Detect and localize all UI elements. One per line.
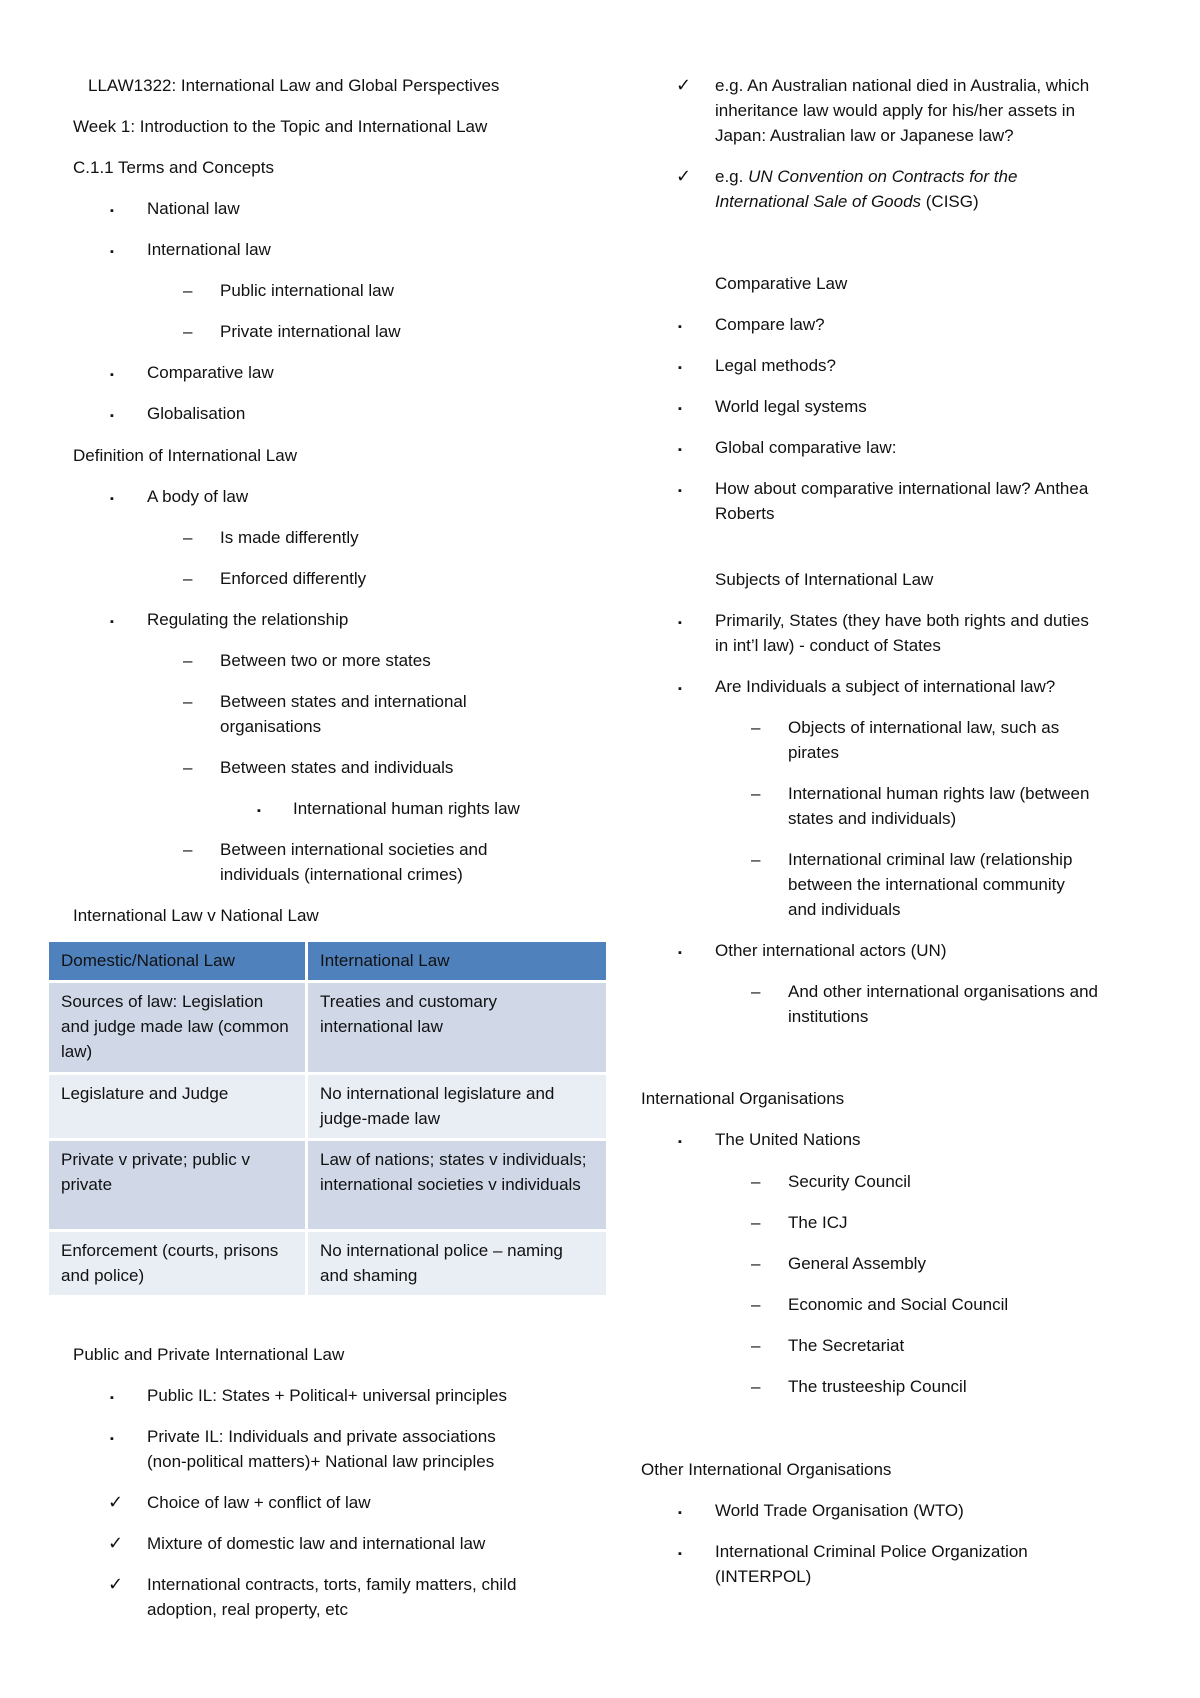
- orgs-un: The United Nations: [715, 1130, 861, 1149]
- table-cell: Private v private; public v private: [49, 1141, 308, 1232]
- dash-icon: [751, 979, 760, 1004]
- definition-heading: Definition of International Law: [73, 446, 297, 465]
- pub-priv-heading: Public and Private International Law: [73, 1345, 345, 1364]
- pub-priv-contracts-line2: adoption, real property, etc: [147, 1600, 348, 1619]
- dash-icon: [751, 781, 760, 806]
- comparative-heading: Comparative Law: [715, 274, 848, 293]
- pub-priv-private-line2: (non-political matters)+ National law principles: [147, 1452, 495, 1471]
- example-cisg-title-part1: UN Convention on Contracts for the: [748, 167, 1018, 186]
- dash-icon: [183, 566, 192, 591]
- example-inheritance-line3: Japan: Australian law or Japanese law?: [715, 126, 1014, 145]
- term-international-law: International law: [147, 240, 271, 259]
- checkmark-icon: [676, 164, 691, 189]
- bullet-icon: [678, 608, 682, 636]
- term-national-law: National law: [147, 199, 240, 218]
- table-header-international: International Law: [308, 942, 609, 983]
- term-comparative-law: Comparative law: [147, 363, 274, 382]
- comparative-global: Global comparative law:: [715, 438, 897, 457]
- definition-regulating: Regulating the relationship: [147, 610, 349, 629]
- dash-icon: [751, 847, 760, 872]
- bullet-icon: [110, 1424, 114, 1452]
- subjects-objects-line1: Objects of international law, such as: [788, 718, 1060, 737]
- subjects-heading: Subjects of International Law: [715, 570, 934, 589]
- table-cell: Treaties and customary international law: [308, 983, 609, 1075]
- dash-icon: [751, 1333, 760, 1358]
- orgs-heading: International Organisations: [641, 1089, 845, 1108]
- bullet-icon: [678, 435, 682, 463]
- dash-icon: [183, 319, 192, 344]
- pub-priv-public: Public IL: States + Political+ universal principles: [147, 1386, 508, 1405]
- comparative-world: World legal systems: [715, 397, 867, 416]
- dash-icon: [751, 1374, 760, 1399]
- bullet-icon: [678, 353, 682, 381]
- dash-icon: [183, 837, 192, 862]
- term-globalisation: Globalisation: [147, 404, 246, 423]
- bullet-icon: [257, 796, 261, 824]
- dash-icon: [183, 648, 192, 673]
- bullet-icon: [678, 476, 682, 504]
- dash-icon: [751, 1210, 760, 1235]
- term-private-international-law: Private international law: [220, 322, 401, 341]
- bullet-icon: [678, 938, 682, 966]
- other-orgs-interpol-line2: (INTERPOL): [715, 1567, 812, 1586]
- checkmark-icon: [108, 1531, 123, 1556]
- example-inheritance-line2: inheritance law would apply for his/her assets in: [715, 101, 1076, 120]
- definition-societies-line1: Between international societies and: [220, 840, 488, 859]
- dash-icon: [183, 755, 192, 780]
- bullet-icon: [678, 1498, 682, 1526]
- term-public-international-law: Public international law: [220, 281, 394, 300]
- week-heading: Week 1: Introduction to the Topic and International Law: [73, 117, 488, 136]
- example-cisg-title-part2: International Sale of Goods: [715, 192, 922, 211]
- subjects-ihr-line1: International human rights law (between: [788, 784, 1090, 803]
- terms-heading: C.1.1 Terms and Concepts: [73, 158, 274, 177]
- subjects-states-line2: in int’l law) - conduct of States: [715, 636, 941, 655]
- orgs-security-council: Security Council: [788, 1172, 911, 1191]
- example-cisg-line2: [715, 189, 979, 214]
- pub-priv-private-line1: Private IL: Individuals and private associations: [147, 1427, 496, 1446]
- definition-body: A body of law: [147, 487, 249, 506]
- bullet-icon: [678, 394, 682, 422]
- other-orgs-wto: World Trade Organisation (WTO): [715, 1501, 964, 1520]
- orgs-icj: The ICJ: [788, 1213, 848, 1232]
- subjects-icl-line3: and individuals: [788, 900, 901, 919]
- definition-states-orgs-line1: Between states and international: [220, 692, 467, 711]
- bullet-icon: [110, 237, 114, 265]
- table-cell: Legislature and Judge: [49, 1075, 308, 1141]
- other-orgs-heading: Other International Organisations: [641, 1460, 892, 1479]
- table-row: [49, 983, 609, 1075]
- example-inheritance-line1: e.g. An Australian national died in Australia, which: [715, 76, 1090, 95]
- comparative-methods: Legal methods?: [715, 356, 836, 375]
- example-cisg-prefix: e.g.: [715, 167, 749, 186]
- bullet-icon: [110, 484, 114, 512]
- bullet-icon: [678, 312, 682, 340]
- subjects-icl-line2: between the international community: [788, 875, 1065, 894]
- subjects-individuals: Are Individuals a subject of international law?: [715, 677, 1056, 696]
- other-orgs-interpol-line1: International Criminal Police Organization: [715, 1542, 1028, 1561]
- subjects-icl-line1: International criminal law (relationship: [788, 850, 1073, 869]
- bullet-icon: [110, 607, 114, 635]
- dash-icon: [751, 1251, 760, 1276]
- dash-icon: [183, 278, 192, 303]
- bullet-icon: [110, 401, 114, 429]
- definition-states-orgs-line2: organisations: [220, 717, 322, 736]
- subjects-other-orgs-line2: institutions: [788, 1007, 869, 1026]
- definition-made: Is made differently: [220, 528, 359, 547]
- bullet-icon: [678, 1539, 682, 1567]
- bullet-icon: [678, 1127, 682, 1155]
- example-cisg-line1: [715, 164, 1017, 189]
- definition-human-rights: International human rights law: [293, 799, 520, 818]
- dash-icon: [751, 1169, 760, 1194]
- pub-priv-choice: Choice of law + conflict of law: [147, 1493, 371, 1512]
- table-cell: No international police – naming and shaming: [308, 1232, 609, 1298]
- table-cell: No international legislature and judge-made law: [308, 1075, 609, 1141]
- subjects-objects-line2: pirates: [788, 743, 840, 762]
- checkmark-icon: [108, 1490, 123, 1515]
- table-cell: Enforcement (courts, prisons and police): [49, 1232, 308, 1298]
- table-row: [49, 1075, 609, 1141]
- definition-states-individuals: Between states and individuals: [220, 758, 454, 777]
- orgs-trusteeship: The trusteeship Council: [788, 1377, 967, 1396]
- orgs-secretariat: The Secretariat: [788, 1336, 905, 1355]
- definition-enforced: Enforced differently: [220, 569, 367, 588]
- dash-icon: [183, 689, 192, 714]
- comparative-how-line2: Roberts: [715, 504, 775, 523]
- document-title: LLAW1322: International Law and Global Perspectives: [88, 76, 500, 95]
- pub-priv-contracts-line1: International contracts, torts, family matters, child: [147, 1575, 517, 1594]
- bullet-icon: [678, 674, 682, 702]
- bullet-icon: [110, 196, 114, 224]
- table-header-domestic: Domestic/National Law: [49, 942, 308, 983]
- table-header-row: [49, 942, 609, 983]
- table-cell: Sources of law: Legislation and judge made law (common law): [49, 983, 308, 1075]
- subjects-states-line1: Primarily, States (they have both rights and duties: [715, 611, 1089, 630]
- comparative-how-line1: How about comparative international law? Anthea: [715, 479, 1089, 498]
- comparison-table: [49, 942, 609, 1298]
- table-row: [49, 1232, 609, 1298]
- subjects-other-orgs-line1: And other international organisations and: [788, 982, 1098, 1001]
- dash-icon: [751, 1292, 760, 1317]
- orgs-ecosoc: Economic and Social Council: [788, 1295, 1009, 1314]
- subjects-ihr-line2: states and individuals): [788, 809, 957, 828]
- pub-priv-mixture: Mixture of domestic law and international law: [147, 1534, 486, 1553]
- orgs-general-assembly: General Assembly: [788, 1254, 926, 1273]
- bullet-icon: [110, 360, 114, 388]
- definition-societies-line2: individuals (international crimes): [220, 865, 463, 884]
- table-row: [49, 1141, 609, 1232]
- table-heading: International Law v National Law: [73, 906, 319, 925]
- checkmark-icon: [108, 1572, 123, 1597]
- dash-icon: [751, 715, 760, 740]
- dash-icon: [183, 525, 192, 550]
- table-cell: Law of nations; states v individuals; international societies v individuals: [308, 1141, 609, 1232]
- comparative-compare: Compare law?: [715, 315, 825, 334]
- subjects-other: Other international actors (UN): [715, 941, 947, 960]
- definition-two-states: Between two or more states: [220, 651, 431, 670]
- bullet-icon: [110, 1383, 114, 1411]
- example-cisg-suffix: (CISG): [921, 192, 979, 211]
- checkmark-icon: [676, 73, 691, 98]
